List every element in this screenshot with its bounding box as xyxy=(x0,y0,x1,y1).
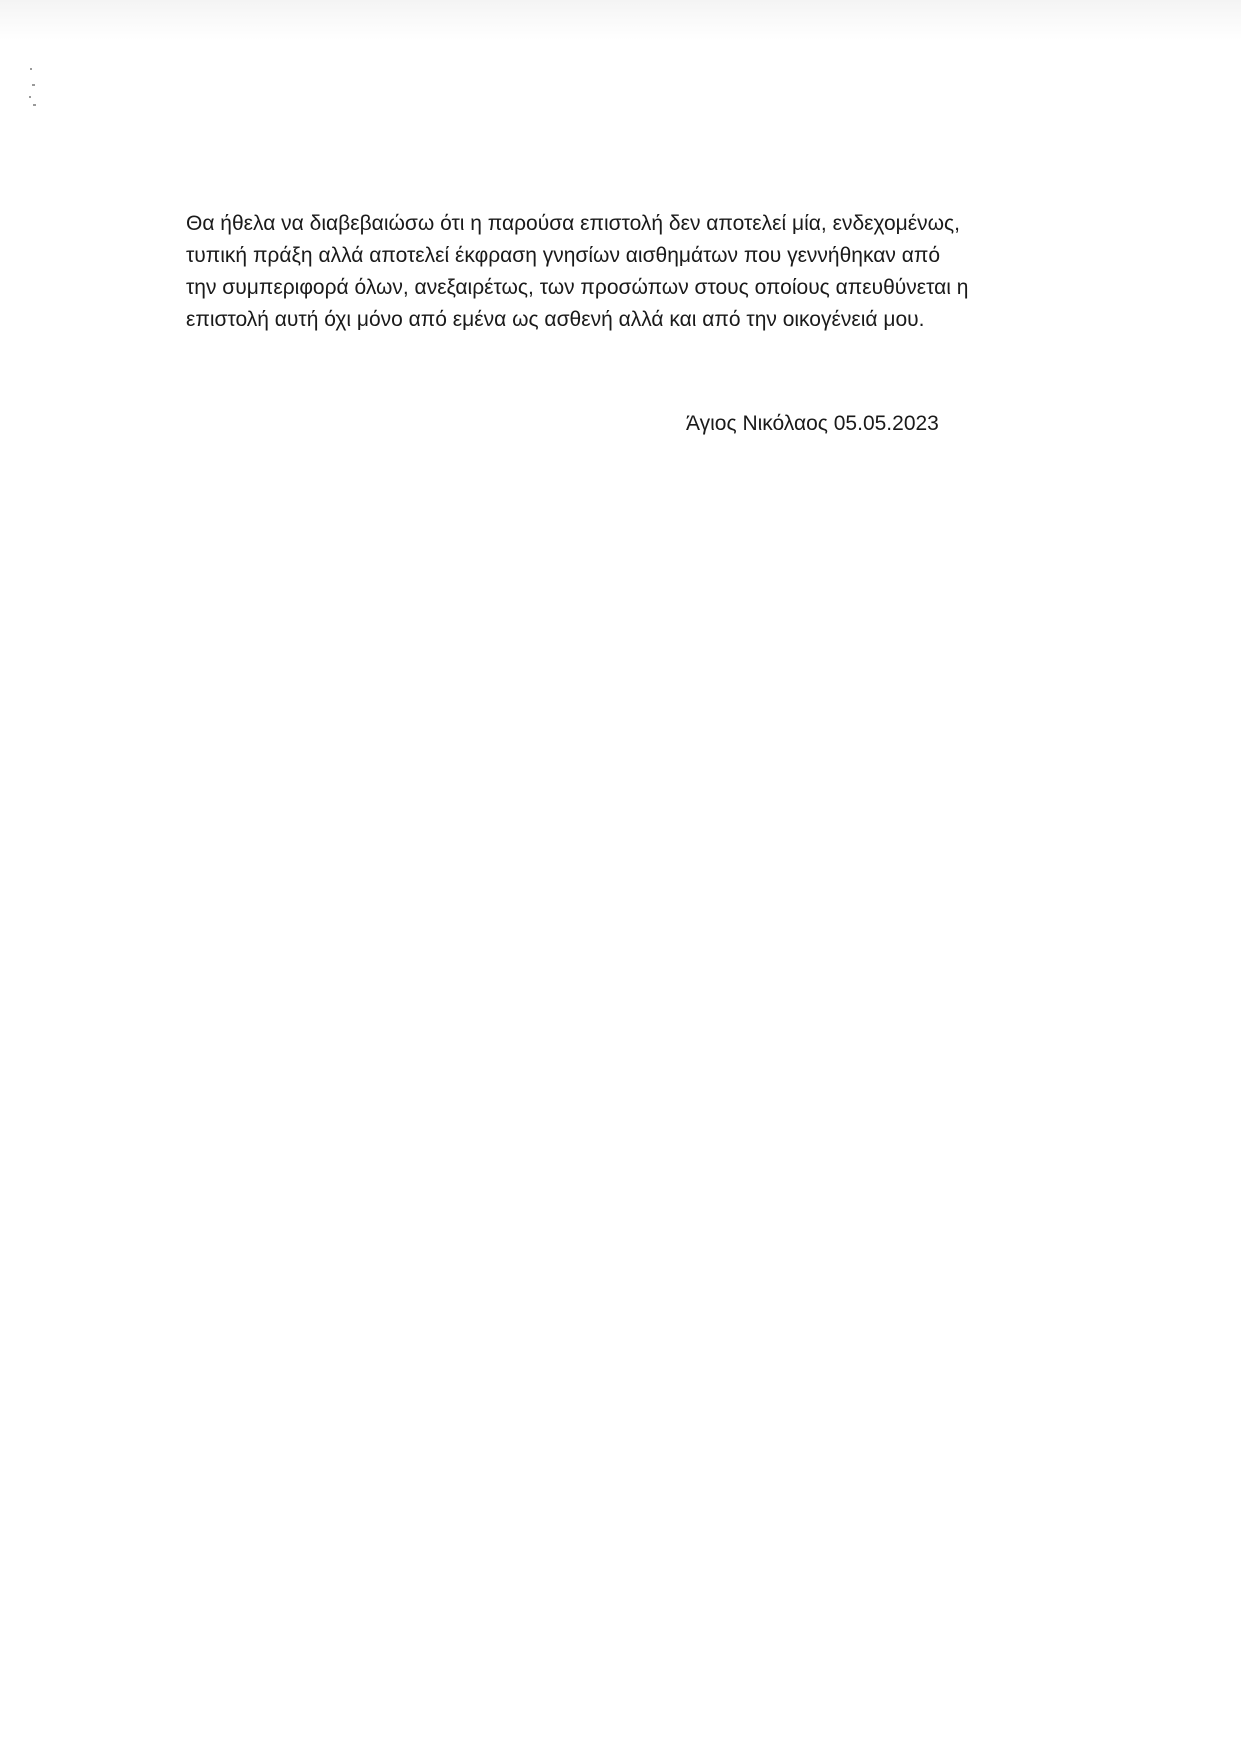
place-and-date: Άγιος Νικόλαος 05.05.2023 xyxy=(686,412,939,435)
paragraph-line: επιστολή αυτή όχι μόνο από εμένα ως ασθενή αλλά και από την οικογένειά μου. xyxy=(186,308,925,331)
letter-paragraph xyxy=(186,208,1086,336)
scan-edge-shading xyxy=(0,0,1241,40)
paragraph-line: Θα ήθελα να διαβεβαιώσω ότι η παρούσα επιστολή δεν αποτελεί μία, ενδεχομένως, xyxy=(186,212,960,235)
scan-artifact-marks xyxy=(24,68,38,114)
paragraph-line: τυπική πράξη αλλά αποτελεί έκφραση γνησίων αισθημάτων που γεννήθηκαν από xyxy=(186,244,941,267)
paragraph-line: την συμπεριφορά όλων, ανεξαιρέτως, των προσώπων στους οποίους απευθύνεται η xyxy=(186,276,969,299)
